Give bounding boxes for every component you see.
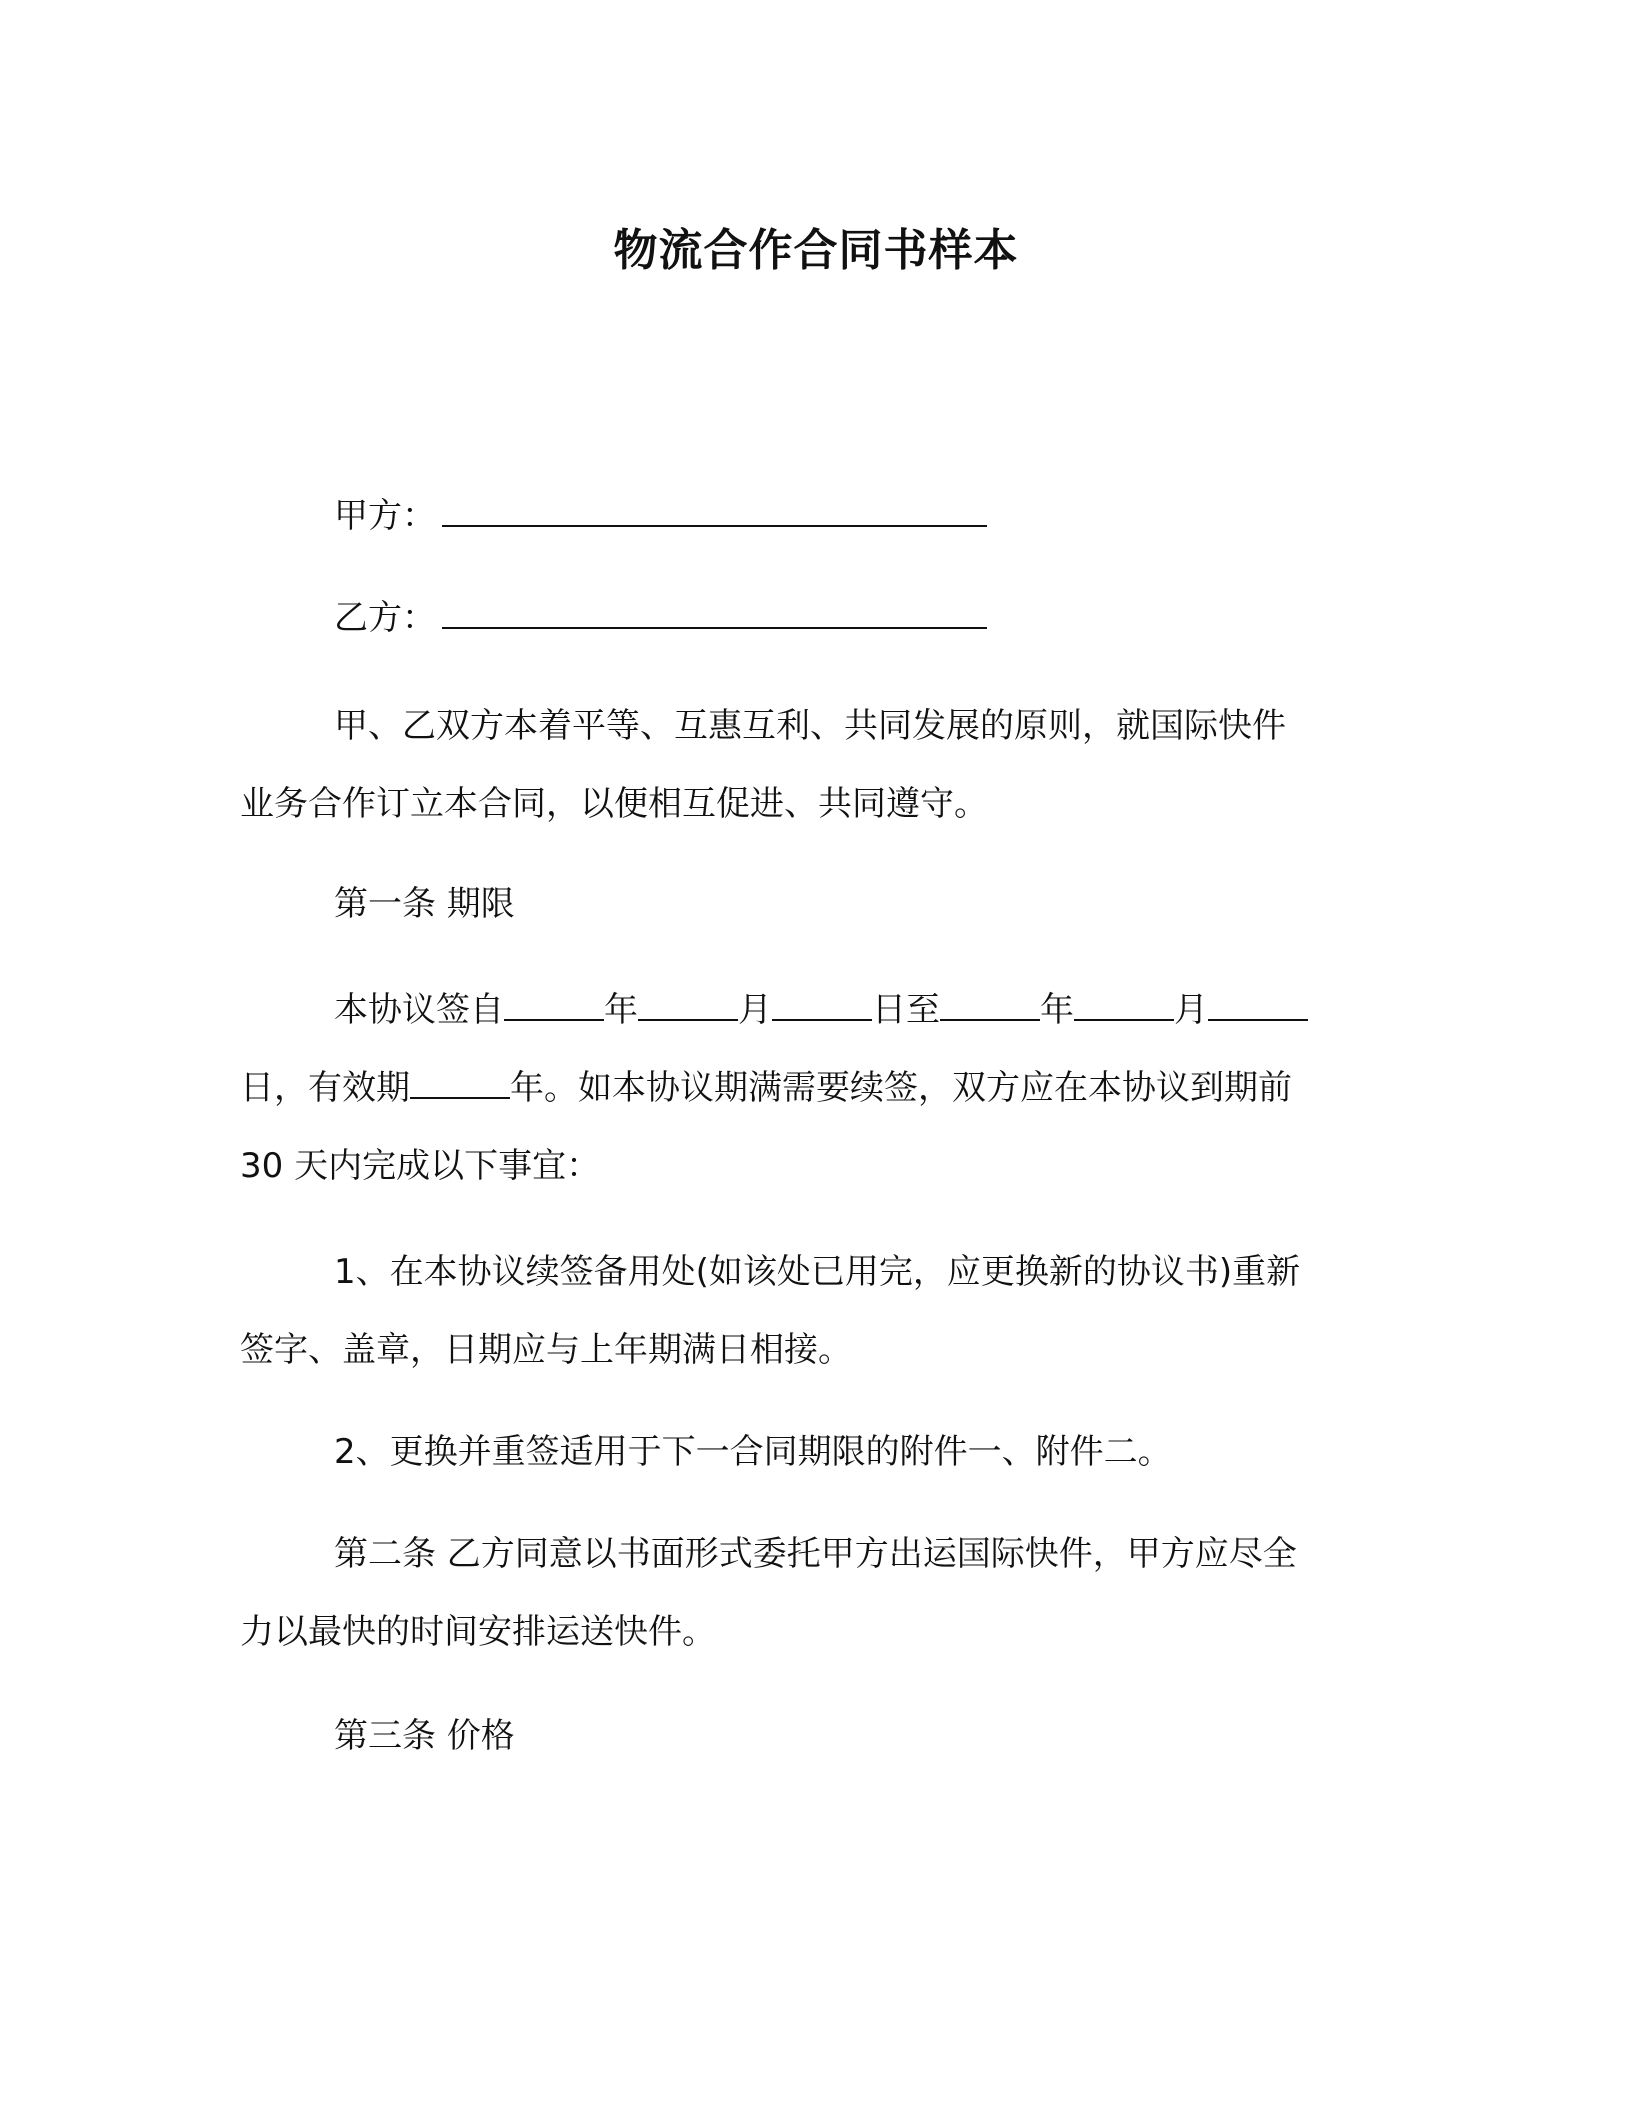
intro-line-1: 甲、乙双方本着平等、互惠互利、共同发展的原则，就国际快件 — [334, 706, 1286, 746]
end-day-blank[interactable] — [1208, 989, 1308, 1021]
start-month-blank[interactable] — [638, 989, 738, 1021]
party-a-line — [334, 492, 1390, 540]
end-year-blank[interactable] — [940, 989, 1040, 1021]
end-year-label: 年 — [1040, 990, 1074, 1030]
end-month-label: 月 — [1174, 990, 1208, 1030]
term-prefix: 本协议签自 — [334, 990, 504, 1030]
start-month-label: 月 — [738, 990, 772, 1030]
term-line-1 — [334, 986, 1390, 1034]
party-b-label: 乙方： — [334, 598, 436, 638]
start-day-blank[interactable] — [772, 989, 872, 1021]
item-1-line-2: 签字、盖章，日期应与上年期满日相接。 — [240, 1330, 852, 1370]
article-2-line-2: 力以最快的时间安排运送快件。 — [240, 1612, 716, 1652]
start-year-blank[interactable] — [504, 989, 604, 1021]
end-month-blank[interactable] — [1074, 989, 1174, 1021]
term-day-validity: 日，有效期 — [240, 1068, 410, 1108]
term-line-2 — [240, 1064, 1390, 1112]
validity-years-blank[interactable] — [410, 1067, 510, 1099]
article-3-heading: 第三条 价格 — [334, 1716, 515, 1756]
item-2: 2、更换并重签适用于下一合同期限的附件一、附件二。 — [334, 1432, 1172, 1472]
intro-line-2: 业务合作订立本合同，以便相互促进、共同遵守。 — [240, 784, 988, 824]
term-line-2-rest: 年。如本协议期满需要续签，双方应在本协议到期前 — [510, 1068, 1292, 1108]
party-b-line — [334, 594, 1390, 642]
party-a-blank[interactable] — [442, 495, 987, 527]
party-a-label: 甲方： — [334, 496, 436, 536]
start-year-label: 年 — [604, 990, 638, 1030]
article-2-line-1: 第二条 乙方同意以书面形式委托甲方出运国际快件，甲方应尽全 — [334, 1534, 1297, 1574]
article-1-heading: 第一条 期限 — [334, 884, 515, 924]
day-to-label: 日至 — [872, 990, 940, 1030]
term-line-3: 30 天内完成以下事宜： — [240, 1146, 601, 1186]
party-b-blank[interactable] — [442, 597, 987, 629]
document-title: 物流合作合同书样本 — [613, 225, 1019, 276]
item-1-line-1: 1、在本协议续签备用处(如该处已用完，应更换新的协议书)重新 — [334, 1252, 1301, 1292]
